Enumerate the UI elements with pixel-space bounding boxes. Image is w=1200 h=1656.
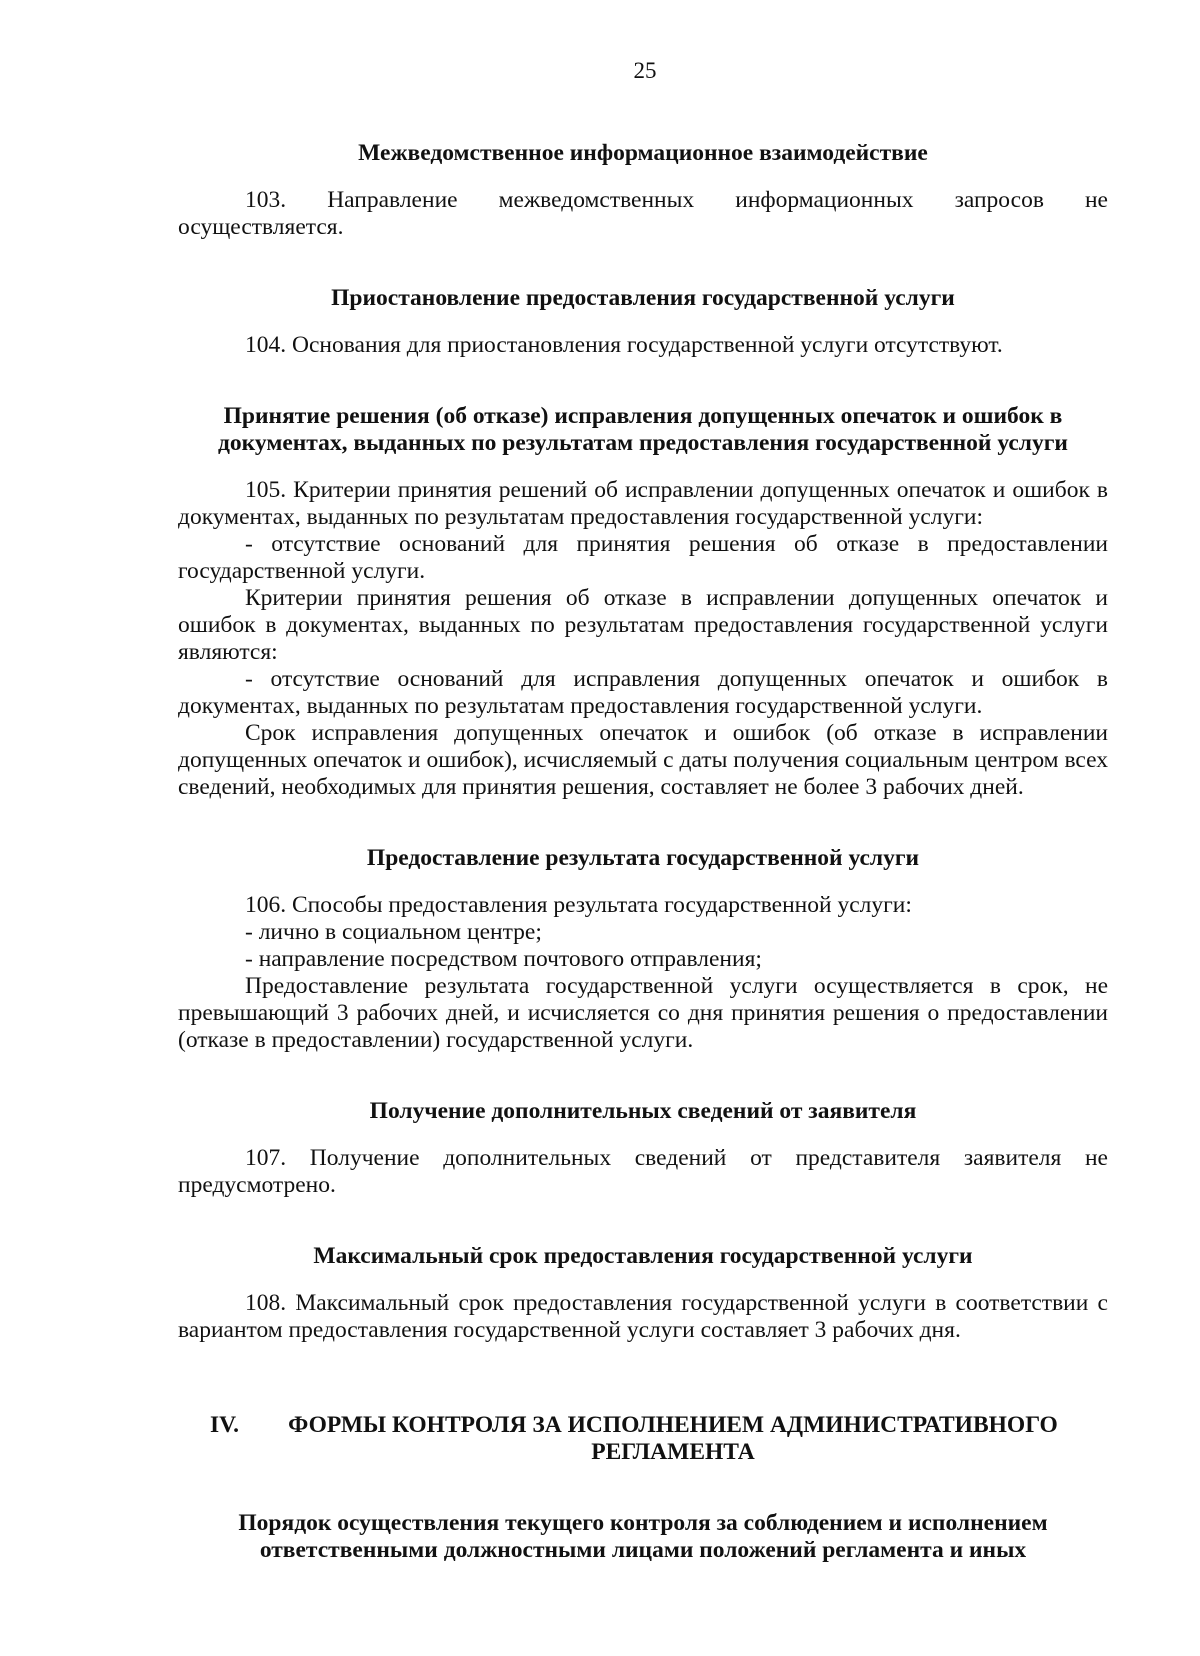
heading-result-delivery: Предоставление результата государственной услуги: [366, 845, 920, 871]
document-body: [178, 140, 1108, 1564]
heading-interagency: Межведомственное информационное взаимодействие: [358, 140, 928, 166]
paragraph-103-cont: осуществляется.: [178, 214, 344, 240]
heading-current-control: Порядок осуществления текущего контроля за соблюдением и исполнением ответственными должностными лицами положений регламента и иных: [238, 1510, 1048, 1563]
paragraph-105: 105. Критерии принятия решений об исправлении допущенных опечаток и ошибок в документах, выданных по результатам предоставления государственной услуги:: [178, 477, 1108, 530]
heading-corrections: Принятие решения (об отказе) исправления допущенных опечаток и ошибок в документах, выданных по результатам предоставления государственной услуги: [218, 403, 1068, 456]
paragraph-106: 106. Способы предоставления результата государственной услуги:: [245, 892, 912, 918]
paragraph-105-term: Срок исправления допущенных опечаток и ошибок (об отказе в исправлении допущенных опечаток и ошибок), исчисляемый с даты получения социальным центром всех сведений, необходимых для принятия решения, составляет не более 3 рабочих дней.: [178, 720, 1108, 800]
paragraph-107: 107. Получение дополнительных сведений от представителя заявителя не предусмотрено.: [178, 1145, 1108, 1198]
paragraph-108: 108. Максимальный срок предоставления государственной услуги в соответствии с вариантом предоставления государственной услуги составляет 3 рабочих дня.: [178, 1290, 1108, 1343]
paragraph-105-item-2: - отсутствие оснований для исправления допущенных опечаток и ошибок в документах, выданных по результатам предоставления государственной услуги.: [178, 666, 1108, 719]
heading-additional-info: Получение дополнительных сведений от заявителя: [369, 1098, 917, 1124]
section-iv-number: IV.: [210, 1412, 239, 1438]
heading-max-term: Максимальный срок предоставления государственной услуги: [313, 1243, 973, 1269]
paragraph-105-refusal-criteria: Критерии принятия решения об отказе в исправлении допущенных опечаток и ошибок в документах, выданных по результатам предоставления государственной услуги являются:: [178, 585, 1108, 665]
section-iv-title: [178, 1412, 1108, 1466]
paragraph-106-item-1: - лично в социальном центре;: [245, 919, 542, 945]
paragraph-105-item-1: - отсутствие оснований для принятия решения об отказе в предоставлении государственной услуги.: [178, 531, 1108, 584]
section-iv-text: ФОРМЫ КОНТРОЛЯ ЗА ИСПОЛНЕНИЕМ АДМИНИСТРАТИВНОГО РЕГЛАМЕНТА: [288, 1412, 1058, 1465]
paragraph-106-term: Предоставление результата государственной услуги осуществляется в срок, не превышающий 3 рабочих дней, и исчисляется со дня принятия решения о предоставлении (отказе в предоставлении) государственной услуги.: [178, 973, 1108, 1053]
paragraph-104: 104. Основания для приостановления государственной услуги отсутствуют.: [245, 332, 1003, 358]
page-number: 25: [633, 58, 657, 83]
paragraph-103: 103. Направление межведомственных информационных запросов не: [245, 187, 1108, 213]
heading-suspension: Приостановление предоставления государственной услуги: [331, 285, 955, 311]
paragraph-106-item-2: - направление посредством почтового отправления;: [245, 946, 762, 972]
